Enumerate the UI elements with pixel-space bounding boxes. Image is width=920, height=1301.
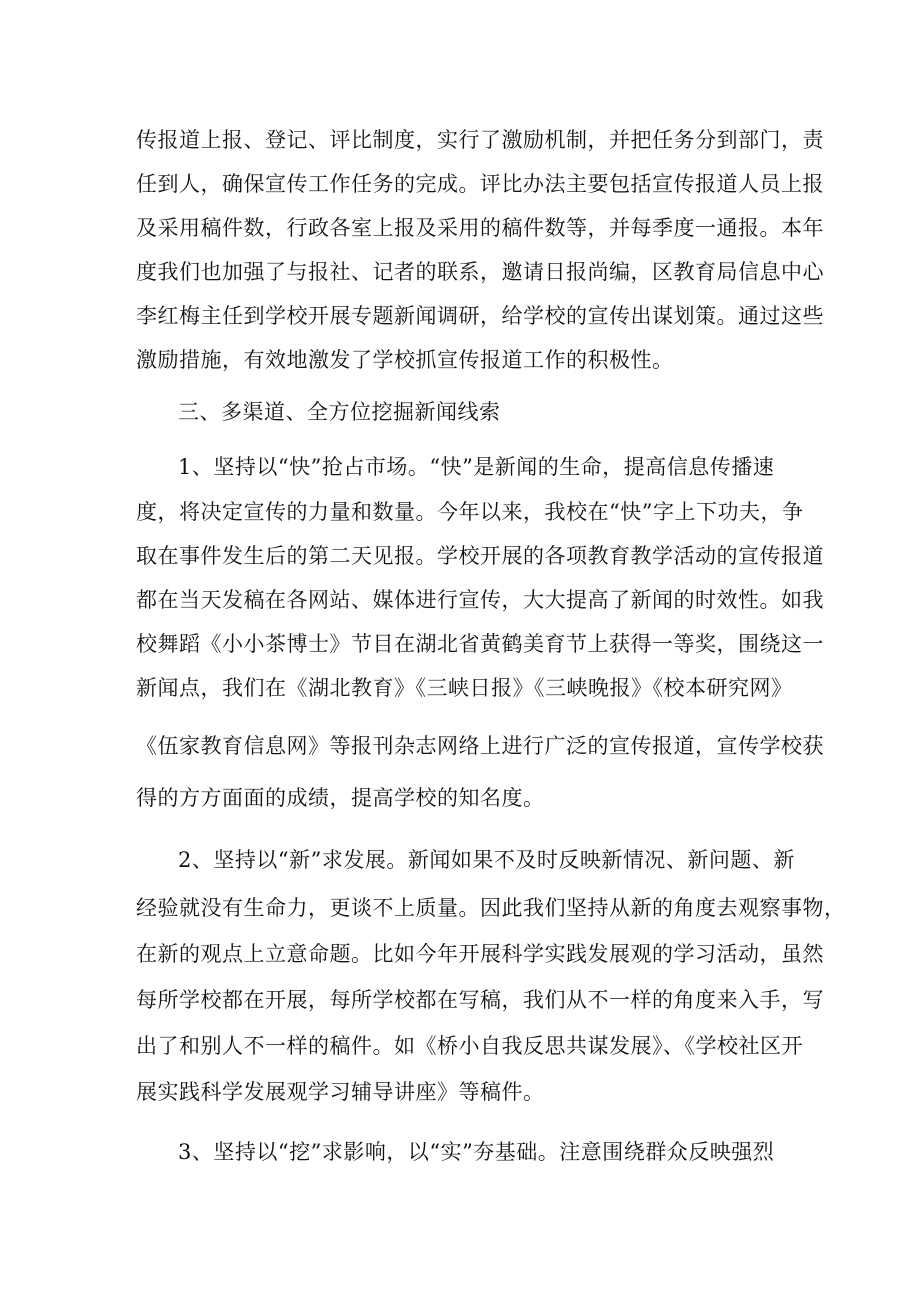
body-text-line: 得的方方面面的成绩，提高学校的知名度。 [136, 786, 545, 810]
body-text-line: 都在当天发稿在各网站、媒体进行宣传，大大提高了新闻的时效性。如我 [136, 588, 824, 612]
body-text-line: 新闻点，我们在《湖北教育》《三峡日报》《三峡晚报》《校本研究网》 [136, 676, 793, 700]
body-text-line: 激励措施，有效地激发了学校抓宣传报道工作的积极性。 [136, 348, 674, 372]
body-text-line: 取在事件发生后的第二天见报。学校开展的各项教育教学活动的宣传报道 [136, 544, 824, 568]
body-text-line: 传报道上报、登记、评比制度，实行了激励机制，并把任务分到部门，责 [136, 128, 824, 152]
body-text-line: 在新的观点上立意命题。比如今年开展科学实践发展观的学习活动，虽然 [136, 942, 824, 966]
body-text-line: 出了和别人不一样的稿件。如《桥小自我反思共谋发展》、《学校社区开 [136, 1034, 803, 1058]
body-text-line: 李红梅主任到学校开展专题新闻调研，给学校的宣传出谋划策。通过这些 [136, 304, 824, 328]
body-text-line: 展实践科学发展观学习辅导讲座》等稿件。 [136, 1080, 545, 1104]
body-text-line: 及采用稿件数，行政各室上报及采用的稿件数等，并每季度一通报。本年 [136, 216, 824, 240]
body-text-line: 度我们也加强了与报社、记者的联系，邀请日报尚编，区教育局信息中心 [136, 260, 824, 284]
body-text-line: 1、坚持以“快”抢占市场。“快”是新闻的生命，提高信息传播速 [178, 455, 775, 479]
body-text-line: 度，将决定宣传的力量和数量。今年以来，我校在“快”字上下功夫，争 [136, 500, 804, 524]
body-text-line: 经验就没有生命力，更谈不上质量。因此我们坚持从新的角度去观察事物， [136, 896, 846, 920]
body-text-line: 每所学校都在开展，每所学校都在写稿，我们从不一样的角度来入手，写 [136, 988, 824, 1012]
body-text-line: 3、坚持以“挖”求影响，以“实”夯基础。注意围绕群众反映强烈 [178, 1140, 775, 1164]
body-text-line: 《伍家教育信息网》等报刊杂志网络上进行广泛的宣传报道，宣传学校获 [136, 734, 824, 758]
section-heading: 三、多渠道、全方位挖掘新闻线索 [178, 400, 501, 424]
body-text-line: 校舞蹈《小小茶博士》节目在湖北省黄鹤美育节上获得一等奖，围绕这一 [136, 632, 824, 656]
body-text-line: 任到人，确保宣传工作任务的完成。评比办法主要包括宣传报道人员上报 [136, 172, 824, 196]
body-text-line: 2、坚持以“新”求发展。新闻如果不及时反映新情况、新问题、新 [178, 848, 795, 872]
